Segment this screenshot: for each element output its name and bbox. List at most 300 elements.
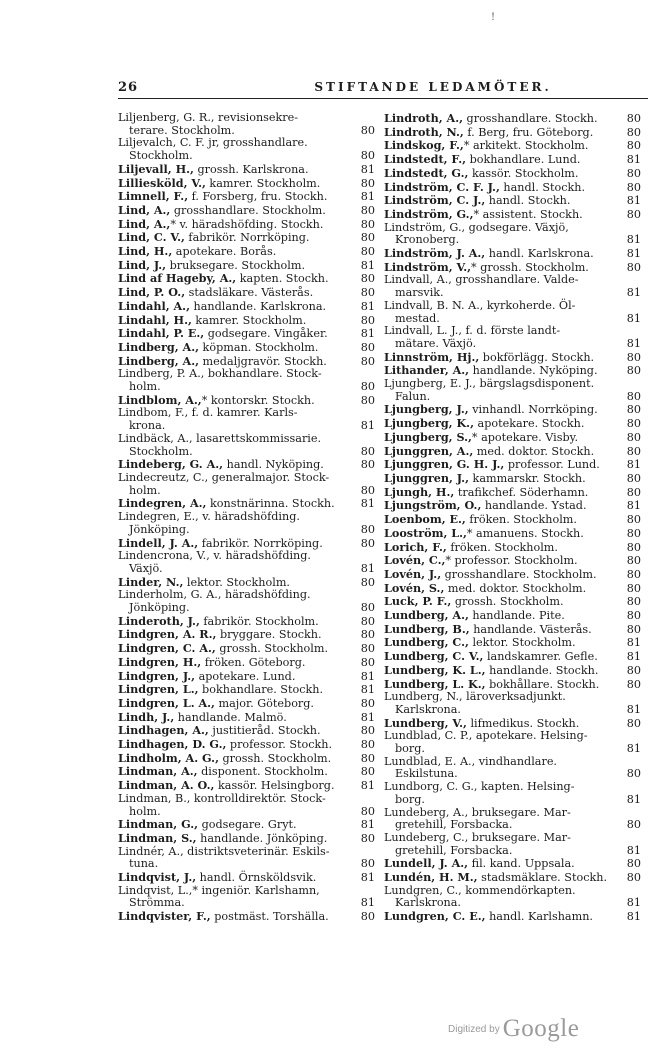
member-details: trafikchef. Söderhamn. — [454, 485, 589, 499]
member-details: v. häradshöfding. — [209, 549, 311, 563]
member-name: Looström, L., — [384, 525, 467, 540]
entry-text — [384, 486, 588, 500]
member-details: revisionsekre- — [214, 111, 299, 124]
entry-first-line — [384, 126, 641, 140]
member-year: 80 — [360, 628, 375, 642]
member-name: Lindström, C. F. J., — [384, 179, 500, 194]
member-details: kassör. Helsingborg. — [214, 779, 335, 793]
entry-text — [384, 871, 607, 885]
member-details: bruksegare. Mar- — [468, 830, 571, 844]
entry-text — [384, 221, 569, 234]
member-details: * arkitekt. Stockholm. — [463, 139, 589, 153]
member-details: f. Forsberg, fru. Stockh. — [188, 190, 328, 204]
entry-text — [118, 471, 329, 484]
directory-entry — [118, 314, 375, 328]
member-year: 80 — [360, 203, 375, 217]
directory-entry — [384, 871, 641, 885]
entry-first-line — [384, 582, 641, 596]
entry-text — [118, 314, 306, 328]
directory-entry — [118, 394, 375, 408]
member-name: Lundeberg, A., — [384, 805, 469, 819]
member-year: 81 — [626, 458, 641, 472]
entry-text — [384, 139, 588, 153]
entry-text — [118, 832, 327, 846]
entry-first-line — [384, 486, 641, 500]
entry-first-line — [118, 314, 375, 328]
directory-entry — [384, 756, 641, 781]
continuation-text: Karlskrona. — [395, 702, 461, 716]
directory-entry — [118, 779, 375, 793]
member-year: 81 — [626, 311, 641, 325]
member-name: Ljunggren, J., — [384, 470, 469, 485]
member-year: 80 — [360, 483, 375, 497]
member-name: Ljungberg, S., — [384, 429, 472, 444]
directory-entry — [384, 445, 641, 459]
member-details: bruksegare. Mar- — [468, 805, 571, 819]
member-name: Lindnér, A., — [118, 844, 184, 858]
entry-text — [118, 615, 319, 629]
member-name: Linder, N., — [118, 574, 184, 589]
member-name: Lundberg, C. V., — [384, 649, 484, 664]
member-details: landskamrer. Gefle. — [483, 650, 598, 664]
member-year: 80 — [360, 149, 375, 163]
member-name: Lundberg, A., — [384, 608, 469, 623]
directory-entry — [118, 341, 375, 355]
entry-text — [118, 218, 323, 232]
directory-entry — [118, 407, 375, 432]
member-details: fabrikör. Norrköping. — [198, 536, 323, 550]
member-name: Lind, J., — [118, 257, 167, 272]
member-name: Lindeberg, G. A., — [118, 457, 224, 472]
member-name: Ljunggren, G. H. J., — [384, 457, 505, 472]
left-column — [118, 112, 375, 924]
directory-entry — [118, 245, 375, 259]
member-year: 80 — [360, 765, 375, 779]
directory-entry — [118, 765, 375, 779]
member-name: Lindhagen, A., — [118, 723, 209, 738]
continuation-text: gretehill, Forsbacka. — [395, 843, 513, 857]
member-name: Lindencrona, V., — [118, 549, 210, 563]
directory-entry — [384, 554, 641, 568]
member-year: 80 — [360, 857, 375, 871]
entry-first-line — [384, 445, 641, 459]
entry-text — [384, 431, 578, 445]
directory-entry — [384, 568, 641, 582]
entry-text — [118, 272, 329, 286]
member-details: handlande. Karlskrona. — [189, 299, 327, 313]
entry-text — [118, 111, 298, 124]
entry-first-line — [384, 910, 641, 924]
member-name: Lind, A., — [118, 202, 171, 217]
member-name: Lindström, V., — [384, 259, 472, 274]
member-year: 81 — [626, 702, 641, 716]
entry-first-line — [384, 871, 641, 885]
directory-entry — [118, 231, 375, 245]
member-details: grosshandlare. Stockh. — [463, 112, 598, 125]
member-name: Lindqvister, F., — [118, 909, 211, 924]
directory-entry — [118, 738, 375, 752]
entry-first-line — [384, 781, 641, 794]
google-logo: Google — [502, 1015, 580, 1042]
entry-first-line — [118, 910, 375, 924]
member-details: handl. Nyköping. — [223, 458, 324, 472]
member-year: 81 — [360, 162, 375, 176]
member-name: Lindroth, N., — [384, 124, 464, 139]
member-year: 81 — [360, 258, 375, 272]
member-year: 80 — [360, 601, 375, 615]
member-details: kamrer. Stockholm. — [191, 313, 307, 327]
entry-first-line — [118, 765, 375, 779]
entry-text — [118, 245, 276, 259]
directory-entry — [384, 691, 641, 716]
entry-first-line — [384, 378, 641, 391]
entry-first-line — [118, 537, 375, 551]
entry-text — [118, 588, 311, 601]
member-name: Lind, A., — [118, 216, 171, 231]
directory-entry — [118, 327, 375, 341]
member-details: distriktsveterinär. Eskils- — [183, 844, 330, 858]
entry-first-line — [118, 724, 375, 738]
member-details: kapten. Helsing- — [477, 780, 575, 794]
directory-entry — [384, 832, 641, 857]
continuation-text: Eskilstuna. — [395, 767, 458, 781]
member-year: 80 — [360, 458, 375, 472]
member-details: godsegare. Gryt. — [198, 818, 297, 832]
continuation-text: marsvik. — [395, 286, 444, 300]
directory-entry — [384, 139, 641, 153]
entry-first-line — [118, 832, 375, 846]
member-details: bokförlägg. Stockh. — [479, 350, 595, 364]
member-details: vinhandl. Norrköping. — [468, 403, 598, 417]
member-name: Lind, C. V., — [118, 230, 185, 245]
directory-entry — [118, 218, 375, 232]
continuation-text: mestad. — [395, 311, 440, 325]
continuation-text: Växjö. — [129, 561, 163, 575]
member-details: justitieråd. Stockh. — [208, 724, 321, 738]
member-details: * professor. Stockholm. — [445, 554, 578, 568]
member-details: grossh. Stockholm. — [215, 642, 329, 656]
entry-first-line — [384, 623, 641, 637]
member-details: handlande. Pite. — [468, 609, 565, 623]
directory-entry — [118, 752, 375, 766]
member-details: med. doktor. Stockh. — [473, 444, 595, 458]
member-details: professor. Lund. — [504, 458, 600, 472]
entry-text — [118, 458, 324, 472]
entry-first-line — [384, 194, 641, 208]
member-name: Lindegren, A., — [118, 496, 207, 511]
entry-text — [384, 351, 594, 365]
member-year: 80 — [360, 245, 375, 259]
member-details: stadsläkare. Västerås. — [185, 286, 314, 300]
member-name: Liljenberg, G. R., — [118, 111, 215, 124]
member-details: fil. kand. Uppsala. — [468, 857, 575, 871]
entry-first-line — [118, 656, 375, 670]
directory-entry — [118, 458, 375, 472]
directory-entry — [118, 885, 375, 910]
member-details: kyrkoherde. Öl- — [483, 298, 576, 312]
member-details: major. Göteborg. — [214, 696, 314, 710]
entry-text — [384, 755, 557, 768]
member-details: f. d. förste landt- — [461, 324, 561, 338]
member-year: 80 — [626, 677, 641, 691]
member-details: lifmedikus. Stockh. — [466, 716, 580, 730]
member-name: Lindgren, H., — [118, 654, 202, 669]
member-year: 81 — [626, 843, 641, 857]
member-year: 80 — [360, 575, 375, 589]
member-year: 81 — [626, 792, 641, 806]
directory-entry — [384, 678, 641, 692]
member-year: 81 — [360, 419, 375, 433]
directory-entry — [384, 431, 641, 445]
member-name: Lindvall, L. J., — [384, 324, 462, 338]
member-name: Lindstedt, F., — [384, 152, 467, 167]
directory-entry — [384, 222, 641, 247]
directory-entry — [384, 730, 641, 755]
member-year: 81 — [360, 669, 375, 683]
member-name: Lindberg, A., — [118, 339, 199, 354]
entry-text — [384, 664, 598, 678]
member-details: fabrikör. Stockholm. — [199, 614, 319, 628]
member-name: Lindvall, B. N. A., — [384, 298, 484, 312]
member-year: 80 — [626, 540, 641, 554]
directory-entry — [118, 368, 375, 393]
entry-text — [384, 527, 584, 541]
member-name: Ljungström, O., — [384, 498, 482, 513]
member-name: Luck, P. F., — [384, 594, 452, 609]
directory-entry — [118, 642, 375, 656]
entry-text — [118, 697, 314, 711]
continuation-text: gretehill, Forsbacka. — [395, 818, 513, 832]
member-year: 80 — [626, 595, 641, 609]
member-details: godsegare. Växjö, — [465, 220, 569, 234]
entry-first-line — [118, 204, 375, 218]
entry-text — [118, 724, 321, 738]
entry-first-line — [384, 857, 641, 871]
member-details: handl. Karlskrona. — [485, 247, 594, 261]
directory-entry — [118, 910, 375, 924]
member-year: 80 — [626, 716, 641, 730]
directory-entry — [384, 595, 641, 609]
entry-first-line — [384, 351, 641, 365]
member-year: 81 — [626, 499, 641, 513]
member-year: 80 — [360, 393, 375, 407]
directory-entry — [118, 724, 375, 738]
entry-first-line — [118, 218, 375, 232]
directory-entry — [384, 208, 641, 222]
member-details: lektor. Stockholm. — [183, 575, 290, 589]
member-year: 80 — [360, 751, 375, 765]
member-year: 81 — [626, 910, 641, 924]
entry-first-line — [118, 576, 375, 590]
entry-text — [118, 765, 328, 779]
directory-entry — [384, 636, 641, 650]
member-year: 81 — [626, 247, 641, 261]
member-details: bruksegare. Stockholm. — [166, 258, 306, 272]
entry-first-line — [384, 112, 641, 126]
directory-entry — [118, 589, 375, 614]
entry-first-line — [118, 231, 375, 245]
member-year: 80 — [360, 272, 375, 286]
directory-entry — [384, 885, 641, 910]
member-year: 80 — [360, 724, 375, 738]
member-year: 81 — [360, 710, 375, 724]
entry-first-line — [384, 364, 641, 378]
member-year: 80 — [626, 180, 641, 194]
entry-first-line — [384, 403, 641, 417]
entry-text — [384, 499, 587, 513]
entry-text — [384, 458, 600, 472]
member-name: Lindberg, A., — [118, 353, 199, 368]
member-details: handlande. Jönköping. — [196, 831, 328, 845]
member-name: Lindgren, J., — [118, 668, 196, 683]
directory-entry — [384, 274, 641, 299]
continuation-text: Stockholm. — [129, 444, 193, 458]
member-year: 81 — [626, 636, 641, 650]
entry-text — [384, 167, 578, 181]
entry-text — [118, 300, 326, 314]
entry-text — [384, 831, 571, 844]
continuation-text: Jönköping. — [129, 601, 190, 615]
directory-entry — [384, 513, 641, 527]
continuation-text: borg. — [395, 742, 425, 756]
entry-text — [118, 752, 331, 766]
entry-first-line — [118, 793, 375, 806]
member-name: Ljunggren, A., — [384, 443, 474, 458]
member-name: Lundgren, C., — [384, 883, 462, 897]
entry-first-line — [384, 554, 641, 568]
entry-first-line — [118, 670, 375, 684]
member-name: Ljungh, H., — [384, 484, 455, 499]
member-name: Lindroth, A., — [384, 111, 463, 125]
directory-entry — [384, 403, 641, 417]
member-name: Lundberg, C., — [384, 635, 469, 650]
continuation-text: Strömma. — [129, 896, 185, 910]
directory-entry — [118, 137, 375, 162]
member-name: Lithander, A., — [384, 363, 470, 378]
directory-entry — [384, 153, 641, 167]
directory-entry — [118, 697, 375, 711]
member-year: 80 — [360, 522, 375, 536]
member-name: Ljungberg, E. J., — [384, 377, 476, 391]
member-year: 80 — [360, 642, 375, 656]
member-year: 80 — [360, 614, 375, 628]
directory-entry — [118, 711, 375, 725]
member-name: Lundgren, C. E., — [384, 909, 486, 924]
continuation-text: Kronoberg. — [395, 233, 460, 247]
directory-entry — [384, 781, 641, 806]
member-name: Lindhagen, D. G., — [118, 737, 227, 752]
member-name: Lindell, J. A., — [118, 535, 199, 550]
page-mark: ! — [491, 12, 496, 23]
member-year: 80 — [626, 207, 641, 221]
directory-entry — [384, 541, 641, 555]
member-year: 80 — [360, 217, 375, 231]
member-year: 81 — [360, 683, 375, 697]
member-name: Liljevalch, C. F. jr, — [118, 136, 220, 150]
directory-entry — [384, 857, 641, 871]
page-header — [118, 80, 648, 96]
entry-text — [118, 628, 322, 642]
member-year: 81 — [626, 742, 641, 756]
member-details: handlande. Stockh. — [485, 663, 599, 677]
member-year: 80 — [626, 389, 641, 403]
member-name: Lind, P. O., — [118, 285, 186, 300]
entry-text — [384, 273, 579, 286]
entry-first-line — [384, 527, 641, 541]
member-name: Lundborg, C. G., — [384, 780, 478, 794]
member-year: 80 — [360, 444, 375, 458]
member-name: Lind af Hageby, A., — [118, 271, 237, 286]
directory-entry — [384, 167, 641, 181]
entry-first-line — [384, 568, 641, 582]
directory-entry — [118, 272, 375, 286]
member-details: stadsmäklare. Stockh. — [477, 871, 608, 885]
directory-entry — [118, 511, 375, 536]
member-year: 80 — [626, 260, 641, 274]
entry-first-line — [118, 272, 375, 286]
member-details: * amanuens. Stockh. — [466, 526, 584, 540]
entry-text — [384, 403, 598, 417]
entry-text — [384, 513, 577, 527]
member-year: 81 — [360, 561, 375, 575]
member-year: 80 — [626, 444, 641, 458]
directory-entry — [384, 807, 641, 832]
member-details: bokhandlare. Lund. — [466, 153, 581, 167]
directory-entry — [384, 527, 641, 541]
member-details: f. Berg, fru. Göteborg. — [463, 125, 594, 139]
entry-first-line — [384, 300, 641, 313]
member-name: Lindegren, E., — [118, 510, 199, 524]
entry-first-line — [118, 163, 375, 177]
member-year: 81 — [360, 779, 375, 793]
member-year: 81 — [626, 286, 641, 300]
member-details: köpman. Stockholm. — [199, 340, 319, 354]
member-name: Lindman, S., — [118, 830, 197, 845]
member-year: 80 — [626, 513, 641, 527]
member-details: bokhandlare. Stock- — [204, 367, 322, 381]
entry-text — [118, 406, 298, 419]
entry-first-line — [118, 341, 375, 355]
member-details: kamrer. Stockholm. — [205, 176, 321, 190]
member-name: Loenbom, E., — [384, 512, 466, 527]
entry-first-line — [384, 499, 641, 513]
member-year: 80 — [626, 471, 641, 485]
entry-text — [384, 857, 575, 871]
member-year: 80 — [360, 738, 375, 752]
entry-first-line — [384, 664, 641, 678]
entry-text — [118, 510, 300, 523]
member-details: * kontorskr. Stockh. — [201, 393, 315, 407]
member-year: 80 — [626, 417, 641, 431]
member-name: Lundberg, L. K., — [384, 676, 486, 691]
member-year: 80 — [360, 655, 375, 669]
member-details: fabrikör. Norrköping. — [184, 231, 310, 245]
entry-text — [384, 472, 586, 486]
entry-text — [384, 884, 576, 897]
member-year: 80 — [626, 139, 641, 153]
member-details: fröken. Stockholm. — [446, 540, 558, 554]
member-details: handlande. Västerås. — [469, 622, 592, 636]
directory-entry — [118, 433, 375, 458]
member-name: Lindahl, H., — [118, 312, 192, 327]
member-name: Lindahl, A., — [118, 298, 190, 313]
member-year: 81 — [360, 327, 375, 341]
member-details: postmäst. Torshälla. — [210, 910, 329, 924]
entry-text — [118, 259, 305, 273]
entry-first-line — [384, 458, 641, 472]
member-name: Lindgren, L. A., — [118, 695, 215, 710]
member-year: 80 — [360, 910, 375, 924]
